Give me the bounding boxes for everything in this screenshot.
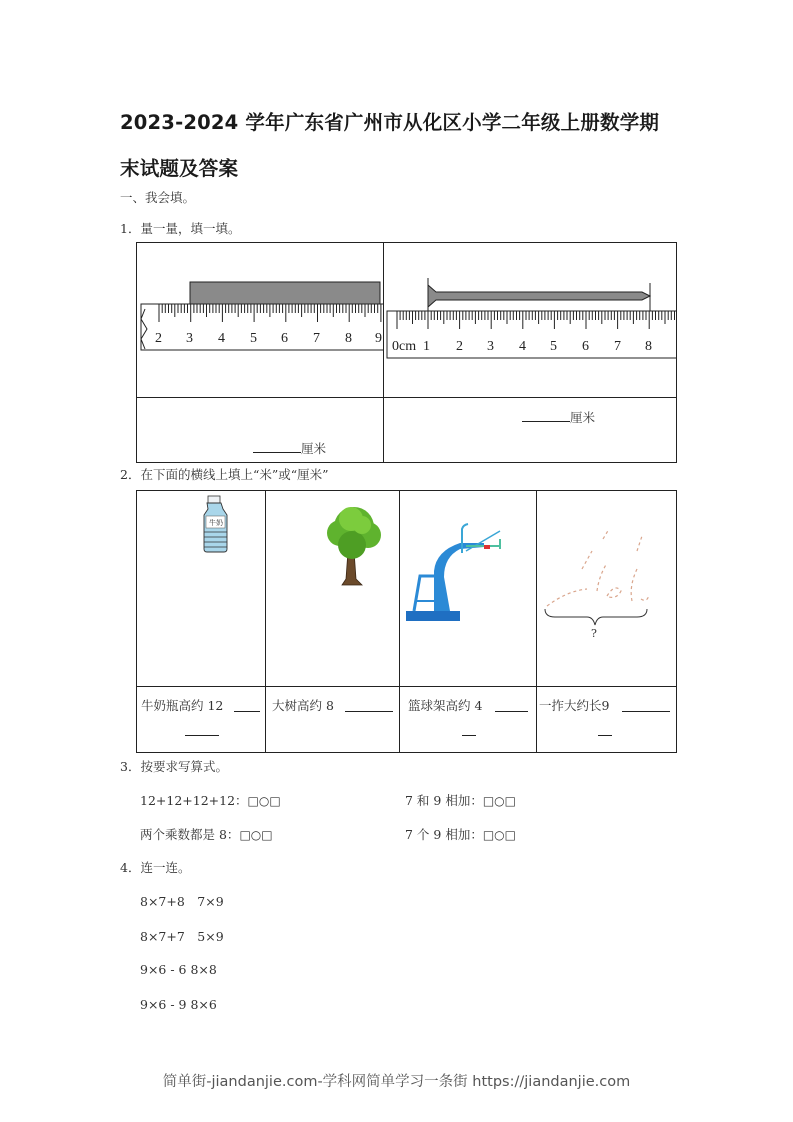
q3-item-4-boxes[interactable]: □○□ <box>482 828 516 842</box>
question-mark: ? <box>591 627 597 640</box>
svg-text:3: 3 <box>487 339 494 354</box>
q4-row-1: 8×7+8 7×9 <box>140 894 224 909</box>
q3-item-2 <box>405 791 516 809</box>
unit-label-left: 厘米 <box>301 441 327 456</box>
svg-text:8: 8 <box>645 339 652 354</box>
svg-text:4: 4 <box>218 331 225 346</box>
section-heading: 一、我会填。 <box>120 190 196 205</box>
svg-text:7: 7 <box>614 339 621 354</box>
answer-blank-left[interactable] <box>253 440 301 453</box>
bottle-answer-blank[interactable] <box>234 699 260 712</box>
tree-answer-cell <box>266 687 400 753</box>
title-line-2: 末试题及答案 <box>120 157 239 180</box>
svg-text:9: 9 <box>375 331 382 346</box>
tree-image-cell <box>266 491 400 687</box>
svg-text:3: 3 <box>186 331 193 346</box>
right-answer-cell <box>384 398 677 463</box>
hoop-question-text: 篮球架高约 4 <box>408 698 483 713</box>
bottle-question-text: 牛奶瓶高约 12 <box>141 698 224 713</box>
q3-item-3-boxes[interactable]: □○□ <box>239 828 273 842</box>
q3-item-3-prompt: 两个乘数都是 8： <box>140 827 240 842</box>
q3-item-4-prompt: 7 个 9 相加： <box>405 827 483 842</box>
hoop-image-cell <box>400 491 537 687</box>
hand-span-answer-blank[interactable] <box>622 699 670 712</box>
svg-text:牛奶: 牛奶 <box>209 519 223 527</box>
bottle-answer-cell <box>137 687 266 753</box>
svg-text:8: 8 <box>345 331 352 346</box>
svg-text:7: 7 <box>313 331 320 346</box>
hoop-answer-blank-2[interactable] <box>462 723 476 736</box>
question-3-label: 3．按要求写算式。 <box>120 759 228 774</box>
hand-span-answer-cell <box>537 687 677 753</box>
hoop-answer-blank[interactable] <box>495 699 528 712</box>
answer-blank-right[interactable] <box>522 409 570 422</box>
svg-text:2: 2 <box>456 339 463 354</box>
ruler-with-nail-icon <box>384 243 676 393</box>
svg-text:5: 5 <box>550 339 557 354</box>
hand-span-icon <box>537 491 676 682</box>
svg-text:1: 1 <box>423 339 430 354</box>
q3-item-2-boxes[interactable]: □○□ <box>482 794 516 808</box>
q3-item-1 <box>140 791 281 809</box>
q3-item-3 <box>140 825 273 843</box>
hand-span-image-cell <box>537 491 677 687</box>
tree-question-text: 大树高约 8 <box>272 698 334 713</box>
hand-span-answer-blank-2[interactable] <box>598 723 612 736</box>
tree-answer-blank[interactable] <box>345 699 393 712</box>
svg-text:4: 4 <box>519 339 526 354</box>
q3-item-4 <box>405 825 516 843</box>
document-title <box>120 100 690 192</box>
units-table <box>136 490 677 753</box>
svg-text:2: 2 <box>155 331 162 346</box>
question-1-label: 1．量一量，填一填。 <box>120 221 241 236</box>
measure-table <box>136 242 677 463</box>
title-line-1: 2023-2024 学年广东省广州市从化区小学二年级上册数学期 <box>120 111 660 134</box>
question-4-label: 4．连一连。 <box>120 860 191 875</box>
unit-label-right: 厘米 <box>570 410 596 425</box>
q4-row-3: 9×6 - 6 8×8 <box>140 962 217 977</box>
q3-item-1-prompt: 12+12+12+12： <box>140 793 248 808</box>
hoop-answer-cell <box>400 687 537 753</box>
basketball-hoop-icon <box>400 491 536 682</box>
svg-text:6: 6 <box>281 331 288 346</box>
footer-watermark: 简单街-jiandanjie.com-学科网简单学习一条街 https://jiandanjie.com <box>162 1074 631 1090</box>
bottle-image-cell <box>137 491 266 687</box>
q3-item-1-boxes[interactable]: □○□ <box>247 794 281 808</box>
bottle-answer-blank-2[interactable] <box>185 723 219 736</box>
svg-text:5: 5 <box>250 331 257 346</box>
ruler-with-bar-icon <box>137 243 383 393</box>
svg-text:0cm: 0cm <box>392 339 417 354</box>
left-answer-cell <box>137 398 384 463</box>
hand-span-question-text: 一拃大约长9 <box>539 698 610 713</box>
q3-item-2-prompt: 7 和 9 相加： <box>405 793 483 808</box>
q4-row-2: 8×7+7 5×9 <box>140 929 224 944</box>
q4-row-4: 9×6 - 9 8×6 <box>140 997 217 1012</box>
tree-icon <box>266 491 399 682</box>
right-ruler-cell <box>384 243 677 398</box>
left-ruler-cell <box>137 243 384 398</box>
question-2-label: 2．在下面的横线上填上“米”或“厘米” <box>120 467 329 482</box>
milk-bottle-icon <box>137 491 265 682</box>
svg-text:6: 6 <box>582 339 589 354</box>
